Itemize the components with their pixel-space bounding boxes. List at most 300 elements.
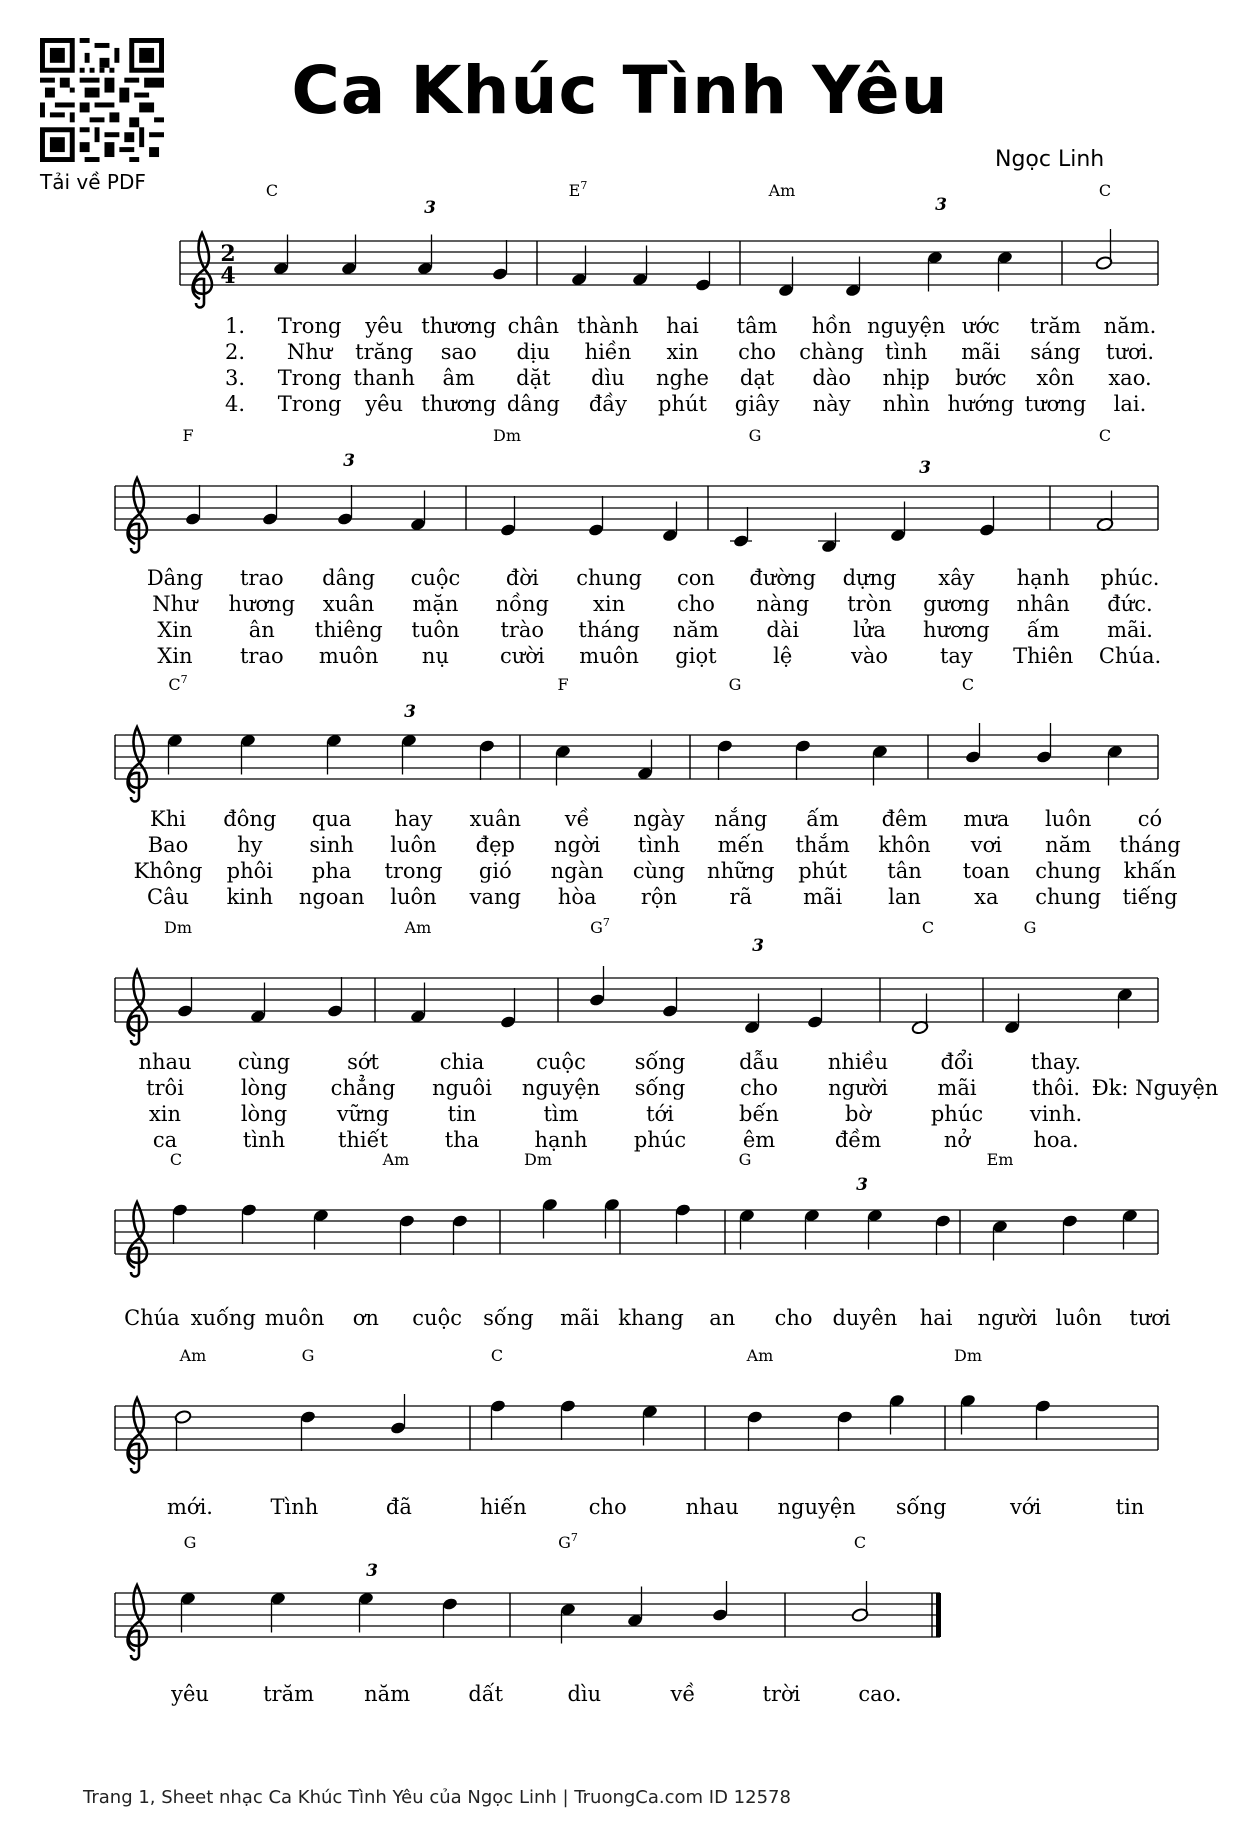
notehead: [172, 1203, 189, 1217]
lyric-syllable: Dâng: [146, 566, 204, 590]
lyric-syllable: cuộc: [536, 1050, 586, 1074]
lyric-syllable: nguôi: [432, 1076, 492, 1100]
triplet-mark: 3: [366, 1561, 378, 1581]
lyric-syllable: xin: [593, 592, 626, 616]
note: [1035, 1399, 1052, 1440]
lyric-syllable: trong: [384, 859, 443, 883]
lyric-syllable: 1.: [224, 314, 246, 338]
notehead: [807, 1015, 824, 1029]
lyric-syllable: luôn: [390, 833, 437, 857]
notehead: [337, 512, 354, 526]
note: [747, 1410, 764, 1451]
lyric-syllable: lòng: [240, 1076, 288, 1100]
lyric-syllable: sáng: [1030, 340, 1081, 364]
notehead: [399, 1214, 416, 1228]
lyric-syllable: nở: [943, 1128, 971, 1152]
triplet-mark: 3: [856, 1175, 868, 1195]
lyric-syllable: xây: [938, 566, 975, 590]
note: [327, 977, 344, 1018]
lyric-syllable: cười: [499, 644, 545, 668]
lyric-syllable: ấm: [806, 807, 840, 831]
notehead: [837, 1410, 854, 1424]
note: [851, 1581, 869, 1622]
lyric-syllable: chung: [1035, 859, 1102, 883]
lyric-syllable: thiêng: [314, 618, 383, 642]
lyric-syllable: nhiều: [827, 1050, 889, 1074]
lyric-syllable: tiếng: [1122, 885, 1178, 909]
note: [807, 988, 824, 1029]
lyric-syllable: phút: [798, 859, 848, 883]
lyric-syllable: tin: [447, 1102, 477, 1126]
lyric-syllable: Tình: [270, 1495, 319, 1519]
lyric-syllable: tân: [887, 859, 922, 883]
lyric-syllable: tâm: [736, 314, 778, 338]
notehead: [500, 1015, 517, 1029]
lyric-syllable: Trong: [277, 392, 342, 416]
lyric-syllable: vinh.: [1029, 1102, 1083, 1126]
lyric-syllable: tìm: [543, 1102, 579, 1126]
lyric-syllable: chẳng: [330, 1076, 396, 1100]
chord-symbol: C: [1098, 181, 1112, 200]
lyric-syllable: nhìn: [882, 392, 930, 416]
note: [717, 739, 734, 780]
lyric-syllable: đầy: [588, 392, 628, 416]
lyric-syllable: ca: [152, 1128, 178, 1152]
lyric-syllable: nồng: [495, 592, 549, 616]
notehead: [390, 1421, 407, 1435]
lyric-syllable: 2.: [224, 340, 246, 364]
lyric-syllable: chung: [576, 566, 642, 590]
chord-symbol: G: [183, 1533, 197, 1552]
chord-symbol: Dm: [524, 1150, 552, 1169]
lyric-syllable: giây: [734, 392, 780, 416]
notehead: [300, 1410, 317, 1424]
chord-symbol: Em: [986, 1150, 1014, 1169]
chord-symbol: F: [182, 426, 194, 445]
lyric-syllable: thôi.: [1032, 1076, 1080, 1100]
note: [675, 1203, 692, 1244]
lyric-syllable: ước: [961, 314, 1000, 338]
lyric-syllable: phúc: [930, 1102, 984, 1126]
note: [730, 507, 752, 548]
lyric-syllable: vào: [851, 644, 889, 668]
lyric-syllable: xa: [974, 885, 999, 909]
chord-symbol: Am: [179, 1346, 207, 1365]
lyric-syllable: Thiên: [1013, 644, 1074, 668]
lyric-syllable: trao: [239, 566, 284, 590]
note: [492, 240, 509, 281]
note: [1095, 229, 1113, 270]
notehead: [262, 512, 279, 526]
notehead: [327, 1004, 344, 1018]
lyric-syllable: Chúa: [124, 1306, 180, 1330]
lyric-syllable: Trong: [277, 314, 342, 338]
lyric-syllable: cho: [740, 1076, 778, 1100]
lyric-syllable: ấm: [1026, 618, 1060, 642]
lyric-syllable: tròn: [847, 592, 892, 616]
lyric-syllable: phúc: [633, 1128, 687, 1152]
lyric-syllable: tin: [1115, 1495, 1145, 1519]
treble-clef-icon: [193, 233, 212, 308]
notehead: [675, 1203, 692, 1217]
lyric-syllable: yêu: [171, 1682, 209, 1706]
chord-symbol: C: [265, 181, 279, 200]
lyric-syllable: giọt: [675, 644, 717, 668]
lyric-syllable: tới: [646, 1102, 674, 1126]
chord-symbol: G: [738, 1150, 752, 1169]
chord-symbol: $E^7$: [568, 179, 588, 200]
triplet-mark: 3: [343, 451, 355, 471]
chord-symbol: Am: [768, 181, 796, 200]
lyric-syllable: mới.: [167, 1495, 213, 1519]
lyric-syllable: nhau: [685, 1495, 739, 1519]
final-barline-thick: [936, 1593, 941, 1637]
lyric-syllable: thương: [421, 392, 497, 416]
lyric-syllable: xôn: [1036, 366, 1075, 390]
lyric-syllable: gió: [478, 859, 512, 883]
lyric-syllable: đổi: [940, 1050, 974, 1074]
notehead: [1062, 1214, 1079, 1228]
lyric-syllable: ân: [248, 618, 275, 642]
lyric-syllable: Không: [133, 859, 203, 883]
lyric-syllable: Xin: [157, 618, 193, 642]
lyric-syllable: yêu: [365, 314, 404, 338]
lyric-syllable: sống: [634, 1050, 686, 1074]
lyric-syllable: con: [676, 566, 715, 590]
lyric-syllable: tình: [885, 340, 928, 364]
lyric-syllable: xuân: [469, 807, 522, 831]
chord-symbol: C: [921, 918, 935, 937]
lyric-syllable: đềm: [834, 1128, 882, 1152]
notehead: [717, 739, 734, 753]
lyric-syllable: nhịp: [882, 366, 930, 390]
lyric-syllable: nhân: [1016, 592, 1070, 616]
lyric-syllable: đẹp: [475, 833, 515, 857]
lyric-syllable: mãi: [803, 885, 843, 909]
lyric-syllable: hạnh: [1016, 566, 1070, 590]
note: [399, 1214, 416, 1255]
note: [177, 977, 194, 1018]
lyric-syllable: chia: [439, 1050, 485, 1074]
lyric-syllable: đêm: [881, 807, 928, 831]
lyric-syllable: tha: [444, 1128, 480, 1152]
lyric-syllable: phúc.: [1100, 566, 1160, 590]
lyric-syllable: kinh: [226, 885, 274, 909]
note: [185, 485, 202, 526]
notehead: [1035, 1399, 1052, 1413]
lyric-syllable: muôn: [579, 644, 639, 668]
triplet-mark: 3: [752, 936, 764, 956]
lyric-syllable: mến: [717, 833, 765, 857]
lyric-syllable: Trong: [277, 366, 342, 390]
lyric-syllable: luôn: [390, 885, 437, 909]
lyric-syllable: này: [812, 392, 851, 416]
lyric-syllable: luôn: [1055, 1306, 1102, 1330]
lyric-syllable: nụ: [421, 644, 449, 668]
lyric-syllable: hay: [394, 807, 433, 831]
chord-symbol: Dm: [164, 918, 192, 937]
lyric-syllable: lan: [888, 885, 921, 909]
lyric-syllable: về: [670, 1682, 696, 1706]
staff-system: [115, 1150, 1171, 1330]
lyric-syllable: tuôn: [411, 618, 460, 642]
lyric-syllable: bước: [955, 366, 1007, 390]
lyric-syllable: sống: [895, 1495, 947, 1519]
lyric-syllable: vơi: [970, 833, 1002, 857]
lyric-syllable: khấn: [1123, 859, 1177, 883]
notehead: [589, 993, 606, 1007]
lyric-syllable: dặt: [516, 366, 551, 390]
notehead: [177, 1004, 194, 1018]
lyric-syllable: lệ: [773, 644, 793, 668]
lyric-syllable: năm: [1045, 833, 1092, 857]
lyric-syllable: có: [1137, 807, 1163, 831]
lyric-syllable: tháng: [578, 618, 640, 642]
note: [500, 496, 517, 537]
lyric-syllable: 4.: [224, 392, 246, 416]
lyric-syllable: toan: [962, 859, 1010, 883]
note: [795, 739, 812, 780]
staff-system: [115, 426, 1161, 668]
note: [500, 988, 517, 1029]
lyric-syllable: muôn: [318, 644, 379, 668]
notehead: [492, 267, 509, 281]
lyric-syllable: nguyện: [867, 314, 946, 338]
treble-clef-icon: [128, 1202, 147, 1277]
chord-symbol: Dm: [954, 1346, 982, 1365]
lyric-syllable: đã: [385, 1495, 412, 1519]
lyric-syllable: qua: [311, 807, 352, 831]
lyric-syllable: khôn: [878, 833, 931, 857]
note: [452, 1214, 469, 1255]
lyric-syllable: cuộc: [410, 566, 461, 590]
note: [560, 1399, 577, 1440]
lyric-syllable: trăm: [1029, 314, 1081, 338]
note: [588, 496, 605, 537]
notehead: [935, 1214, 952, 1228]
lyric-syllable: trời: [762, 1682, 801, 1706]
note: [965, 723, 982, 764]
lyric-syllable: Khi: [150, 807, 186, 831]
chord-symbol: C: [490, 1346, 504, 1365]
lyric-syllable: êm: [742, 1128, 776, 1152]
lyric-syllable: ơn: [352, 1306, 379, 1330]
note: [241, 1203, 258, 1244]
lyric-syllable: dìu: [567, 1682, 602, 1706]
lyric-syllable: ngàn: [550, 859, 604, 883]
lyric-syllable: xuống: [190, 1306, 256, 1330]
lyric-syllable: ngời: [554, 833, 601, 857]
lyric-syllable: khang: [618, 1306, 684, 1330]
lyric-syllable: ngày: [633, 807, 685, 831]
lyric-syllable: sống: [634, 1076, 686, 1100]
notehead: [712, 1608, 729, 1622]
staff-system: [115, 1531, 941, 1706]
notehead: [747, 1410, 764, 1424]
lyric-syllable: năm.: [1103, 314, 1157, 338]
lyric-syllable: muôn: [264, 1306, 325, 1330]
time-signature-bottom: 4: [220, 263, 236, 289]
notehead: [1036, 750, 1053, 764]
lyric-syllable: đông: [223, 807, 277, 831]
lyric-syllable: đức.: [1107, 592, 1153, 616]
lyric-syllable: thay.: [1030, 1050, 1082, 1074]
chord-symbol: Am: [404, 918, 432, 937]
lyric-syllable: xuân: [322, 592, 375, 616]
notehead: [442, 1597, 459, 1611]
lyric-syllable: cùng: [237, 1050, 291, 1074]
lyric-syllable: phút: [658, 392, 707, 416]
chord-symbol: G: [301, 1346, 315, 1365]
lyric-syllable: hy: [237, 833, 263, 857]
triplet-mark: 3: [935, 195, 947, 215]
lyric-syllable: sinh: [309, 833, 354, 857]
lyric-syllable: 3.: [224, 366, 246, 390]
lyric-syllable: thương: [421, 314, 497, 338]
lyric-syllable: xin: [666, 340, 699, 364]
note: [662, 977, 679, 1018]
chord-symbol: $G^7$: [558, 1531, 578, 1552]
lyric-syllable: sống: [483, 1306, 534, 1330]
chord-symbol: $G^7$: [590, 916, 610, 937]
lyric-syllable: chung: [1035, 885, 1102, 909]
chord-symbol: C: [853, 1533, 867, 1552]
staff-system: [180, 179, 1158, 416]
lyric-syllable: Xin: [157, 644, 193, 668]
note: [979, 496, 996, 537]
page-footer: Trang 1, Sheet nhạc Ca Khúc Tình Yêu của Ngọc Linh | TruongCa.com ID 12578: [83, 1787, 791, 1808]
lyric-syllable: cao.: [858, 1682, 902, 1706]
chord-symbol: C: [961, 675, 975, 694]
lyric-syllable: hạnh: [534, 1128, 588, 1152]
chord-symbol: Am: [382, 1150, 410, 1169]
note: [390, 1394, 407, 1435]
lyric-syllable: dựng: [842, 566, 897, 590]
lyric-syllable: dâng: [322, 566, 376, 590]
triplet-mark: 3: [919, 458, 931, 478]
lyric-syllable: ngoan: [298, 885, 365, 909]
lyric-syllable: mặn: [412, 592, 459, 616]
song-title: Ca Khúc Tình Yêu: [291, 52, 949, 129]
note: [837, 1410, 854, 1451]
staff-system: [115, 1346, 1158, 1519]
lyric-syllable: mãi: [937, 1076, 977, 1100]
lyric-syllable: hiền: [584, 340, 632, 364]
lyric-syllable: dài: [766, 618, 800, 642]
note: [172, 1203, 189, 1244]
lyric-syllable: Như: [152, 592, 198, 616]
lyric-syllable: lửa: [853, 618, 886, 642]
chord-symbol: G: [1023, 918, 1037, 937]
lyric-syllable: dất: [468, 1682, 504, 1706]
lyric-syllable: tháng: [1119, 833, 1181, 857]
lyric-syllable: nhau: [138, 1050, 192, 1074]
notehead: [965, 750, 982, 764]
lyric-syllable: nghe: [656, 366, 709, 390]
lyric-syllable: dịu: [516, 340, 551, 364]
lyric-syllable: tình: [637, 833, 681, 857]
lyric-syllable: tình: [242, 1128, 286, 1152]
lyric-syllable: hòa: [557, 885, 597, 909]
lyric-syllable: lòng: [240, 1102, 288, 1126]
note: [479, 739, 496, 780]
lyric-syllable: cuộc: [412, 1306, 462, 1330]
note: [300, 1410, 317, 1451]
lyric-syllable: duyên: [832, 1306, 898, 1330]
lyric-syllable: Câu: [146, 885, 190, 909]
notehead: [185, 512, 202, 526]
note: [1036, 723, 1053, 764]
lyric-syllable: trăng: [355, 340, 414, 364]
chord-symbol: Dm: [493, 426, 521, 445]
lyric-syllable: tay: [939, 644, 973, 668]
triplet-mark: 3: [404, 702, 416, 722]
lyric-syllable: lai.: [1113, 392, 1147, 416]
lyric-syllable: năm: [364, 1682, 411, 1706]
lyric-syllable: thanh: [353, 366, 415, 390]
lyric-syllable: Bao: [147, 833, 189, 857]
notehead: [795, 739, 812, 753]
note: [712, 1581, 729, 1622]
lyric-syllable: trào: [500, 618, 545, 642]
notehead: [662, 1004, 679, 1018]
lyric-syllable: dìu: [591, 366, 625, 390]
lyric-syllable: trao: [239, 644, 284, 668]
notehead: [560, 1399, 577, 1413]
lyric-syllable: những: [707, 859, 775, 883]
time-signature-top: 2: [220, 241, 236, 267]
download-pdf-link[interactable]: Tải về PDF: [40, 170, 146, 194]
lyric-syllable: tương: [1024, 392, 1087, 416]
treble-clef-icon: [128, 1398, 147, 1473]
lyric-syllable: phôi: [226, 859, 273, 883]
lyric-syllable: Như: [286, 340, 333, 364]
lyric-syllable: pha: [311, 859, 352, 883]
lyric-syllable: nàng: [756, 592, 810, 616]
triplet-mark: 3: [424, 198, 436, 218]
staff-system: [115, 916, 1218, 1152]
lyric-syllable: với: [1009, 1495, 1042, 1519]
lyric-syllable: mãi.: [1107, 618, 1153, 642]
note: [490, 1399, 507, 1440]
chord-symbol: C: [1098, 426, 1112, 445]
lyric-syllable: tươi: [1129, 1306, 1171, 1330]
lyric-syllable: âm: [442, 366, 475, 390]
lyric-syllable: mãi: [560, 1306, 600, 1330]
lyric-syllable: chàng: [799, 340, 865, 364]
lyric-syllable: vững: [336, 1102, 390, 1126]
lyric-syllable: xin: [148, 1102, 182, 1126]
lyric-syllable: cùng: [632, 859, 686, 883]
lyric-syllable: dạt: [739, 366, 775, 390]
notehead: [490, 1399, 507, 1413]
chord-symbol: G: [748, 426, 762, 445]
chord-symbol: F: [557, 675, 569, 694]
notehead: [695, 278, 712, 292]
lyric-syllable: chân: [507, 314, 560, 338]
lyric-syllable: người: [828, 1076, 888, 1100]
note: [174, 1410, 192, 1451]
chord-symbol: G: [728, 675, 742, 694]
chord-symbol: Am: [746, 1346, 774, 1365]
note: [935, 1214, 952, 1255]
lyric-syllable: xao.: [1108, 366, 1152, 390]
lyric-syllable: hai: [666, 314, 699, 338]
lyric-syllable: trôi: [146, 1076, 184, 1100]
lyric-syllable: người: [977, 1306, 1038, 1330]
lyric-syllable: hồn: [811, 314, 852, 338]
staff-system: [115, 673, 1181, 909]
